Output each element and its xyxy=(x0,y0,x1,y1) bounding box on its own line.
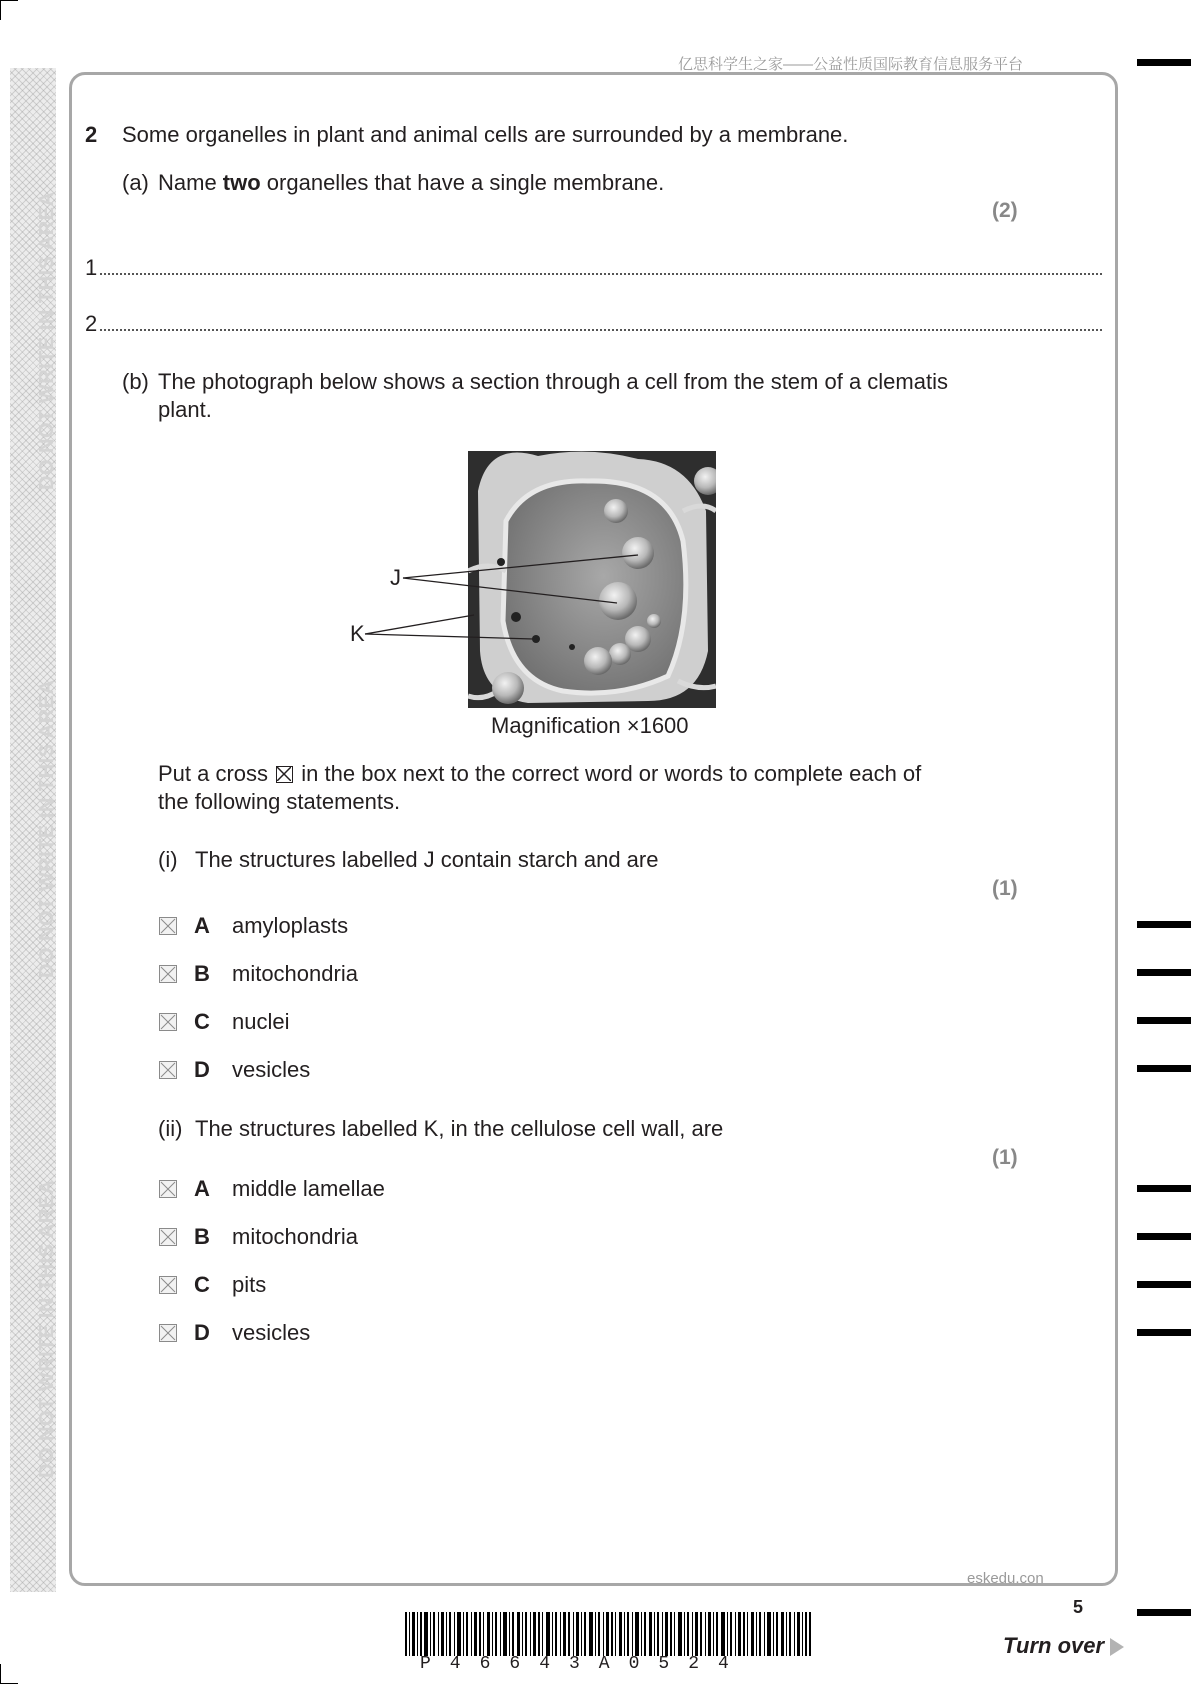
option-checkbox[interactable] xyxy=(159,1180,177,1198)
footer-watermark: eskedu.con xyxy=(967,1570,1044,1587)
instruction-after: in the box next to the correct word or words to complete each of xyxy=(301,761,922,786)
timing-mark xyxy=(1137,59,1191,66)
part-b-label: (b) xyxy=(122,369,149,394)
timing-mark xyxy=(1137,1233,1191,1240)
option-letter: C xyxy=(194,1272,210,1297)
timing-mark xyxy=(1137,969,1191,976)
option-text: middle lamellae xyxy=(232,1176,385,1201)
instruction-before: Put a cross xyxy=(158,761,269,786)
label-lines xyxy=(340,540,660,650)
option-text: mitochondria xyxy=(232,961,358,986)
option-letter: D xyxy=(194,1320,210,1345)
crop-mark-bottom-v xyxy=(0,1664,1,1684)
sub-ii-marks: (1) xyxy=(992,1146,1018,1169)
option-text: nuclei xyxy=(232,1009,290,1034)
crop-mark-top-v xyxy=(0,0,1,20)
turn-over-label: Turn over xyxy=(1003,1633,1105,1658)
crop-mark-top-h xyxy=(0,0,18,1)
part-a-marks: (2) xyxy=(992,199,1018,222)
part-a-label: (a) xyxy=(122,170,149,195)
sub-i-label: (i) xyxy=(158,847,178,872)
question-number: 2 xyxy=(85,122,98,147)
part-b-text-line2: plant. xyxy=(158,397,212,422)
instruction-line1 xyxy=(158,760,921,788)
option-letter: D xyxy=(194,1057,210,1082)
sub-i-text: The structures labelled J contain starch and are xyxy=(195,847,659,872)
margin-warning-bottom: DO NOT WRITE IN THIS AREA xyxy=(36,1179,58,1478)
turn-over-arrow-icon xyxy=(1110,1638,1124,1656)
answer-line-1[interactable] xyxy=(100,273,1102,275)
sub-ii-text: The structures labelled K, in the cellulose cell wall, are xyxy=(195,1116,724,1141)
option-text: vesicles xyxy=(232,1320,311,1345)
option-text: amyloplasts xyxy=(232,913,349,938)
option-letter: B xyxy=(194,961,210,986)
option-text: mitochondria xyxy=(232,1224,358,1249)
option-text: vesicles xyxy=(232,1057,311,1082)
instruction-line2: the following statements. xyxy=(158,789,401,814)
option-checkbox[interactable] xyxy=(159,965,177,983)
option-letter: B xyxy=(194,1224,210,1249)
option-checkbox[interactable] xyxy=(159,1324,177,1342)
option-checkbox[interactable] xyxy=(159,1228,177,1246)
barcode-number: P46643A0524 xyxy=(420,1654,748,1674)
part-a-text-after: organelles that have a single membrane. xyxy=(260,170,665,195)
timing-mark xyxy=(1137,1609,1191,1616)
part-a-text-bold: two xyxy=(222,170,261,195)
option-letter: A xyxy=(194,913,210,938)
option-letter: C xyxy=(194,1009,210,1034)
label-k: K xyxy=(350,621,365,646)
timing-mark xyxy=(1137,1065,1191,1072)
part-a-text xyxy=(158,169,664,197)
sub-i-marks: (1) xyxy=(992,877,1018,900)
option-checkbox[interactable] xyxy=(159,917,177,935)
timing-mark xyxy=(1137,921,1191,928)
part-a-text-before: Name xyxy=(158,170,223,195)
option-text: pits xyxy=(232,1272,267,1297)
sub-ii-label: (ii) xyxy=(158,1116,183,1141)
margin-warning-top: DO NOT WRITE IN THIS AREA xyxy=(36,191,58,490)
option-checkbox[interactable] xyxy=(159,1013,177,1031)
part-b-text-line1: The photograph below shows a section through a cell from the stem of a clematis xyxy=(158,369,948,394)
answer-line-2[interactable] xyxy=(100,329,1102,331)
header-watermark: 亿思科学生之家——公益性质国际教育信息服务平台 xyxy=(678,56,1024,73)
margin-warning-middle: DO NOT WRITE IN THIS AREA xyxy=(36,679,58,978)
answer-line-number: 1 xyxy=(85,255,98,280)
option-checkbox[interactable] xyxy=(159,1061,177,1079)
crossed-box-icon xyxy=(276,766,293,783)
barcode xyxy=(405,1612,811,1656)
answer-line-number: 2 xyxy=(85,311,98,336)
timing-mark xyxy=(1137,1185,1191,1192)
page-number: 5 xyxy=(1073,1597,1084,1617)
timing-mark xyxy=(1137,1329,1191,1336)
option-letter: A xyxy=(194,1176,210,1201)
timing-mark xyxy=(1137,1281,1191,1288)
label-j: J xyxy=(390,565,401,590)
answer-frame xyxy=(69,72,1118,1586)
question-stem: Some organelles in plant and animal cells are surrounded by a membrane. xyxy=(122,122,849,147)
photo-caption: Magnification ×1600 xyxy=(491,713,689,738)
timing-mark xyxy=(1137,1017,1191,1024)
option-checkbox[interactable] xyxy=(159,1276,177,1294)
